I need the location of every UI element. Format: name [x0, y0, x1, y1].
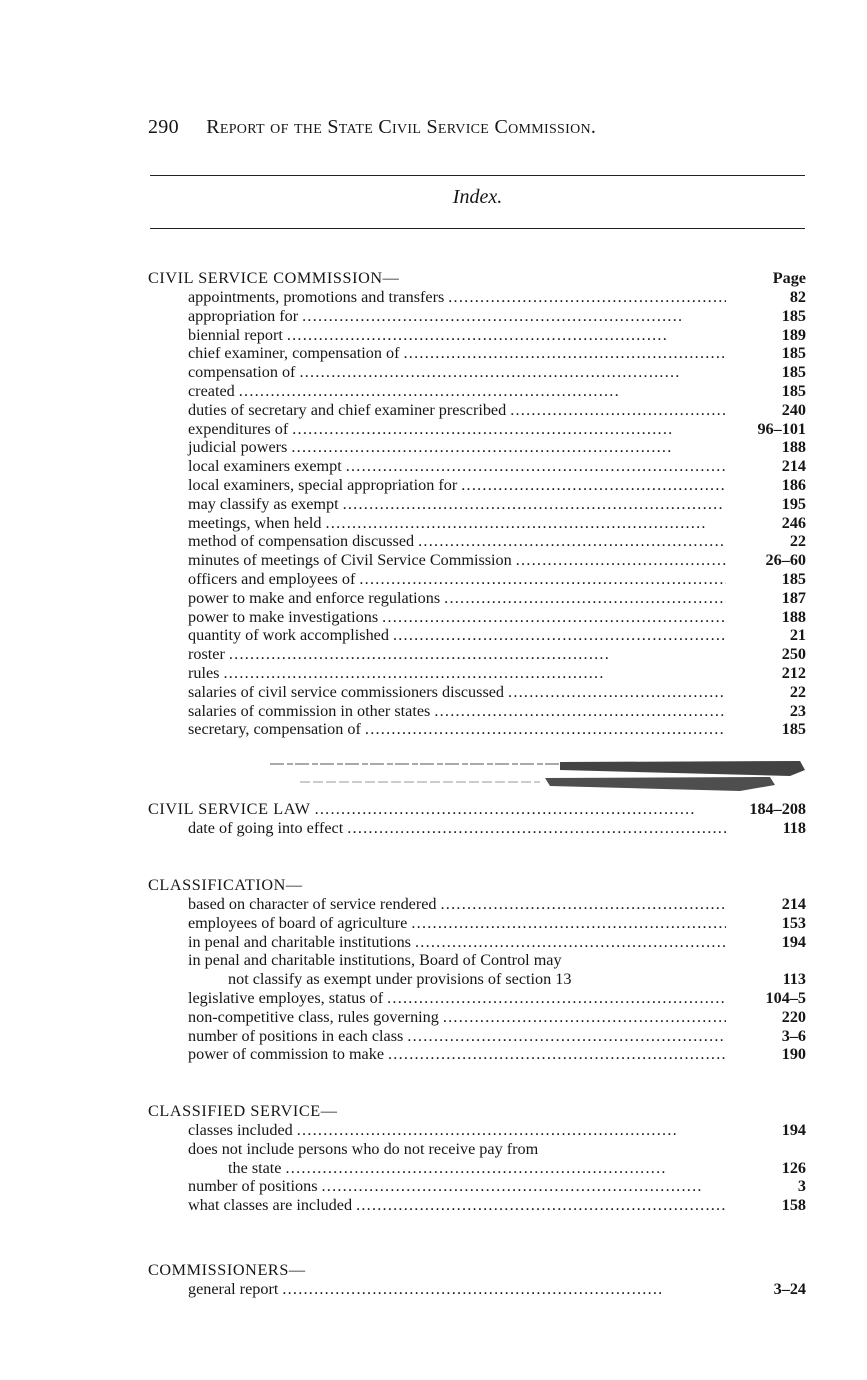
index-entry: based on character of service rendered . . . 214 — [148, 895, 806, 914]
index-entry: method of compensation discussed . . . 22 — [148, 532, 806, 551]
index-entry: judicial powers . . . 188 — [148, 438, 806, 457]
index-entry: officers and employees of . . . 185 — [148, 570, 806, 589]
running-head — [148, 116, 808, 139]
index-section-civil-service-commission — [148, 269, 806, 739]
index-entry: general report . . . 3–24 — [148, 1280, 806, 1299]
index-entry: in penal and charitable institutions, Board of Control may — [188, 951, 562, 970]
index-entry: power to make investigations . . . 188 — [148, 608, 806, 627]
index-entry: quantity of work accomplished . . . 21 — [148, 626, 806, 645]
index-entry: secretary, compensation of . . . 185 — [148, 720, 806, 739]
index-section-civil-service-law — [148, 800, 806, 838]
section-heading-row — [148, 876, 806, 895]
index-entry-continuation: the state . . . 126 — [148, 1159, 806, 1178]
section-heading-row — [148, 1261, 806, 1280]
index-entry: legislative employes, status of . . . 104–5 — [148, 989, 806, 1008]
index-entry: created . . . 185 — [148, 382, 806, 401]
top-rule — [150, 175, 805, 176]
index-entry: what classes are included . . . 158 — [148, 1196, 806, 1215]
index-section-classification — [148, 876, 806, 1064]
index-entry: number of positions . . . 3 — [148, 1177, 806, 1196]
index-entry: appropriation for . . . 185 — [148, 307, 806, 326]
index-entry: duties of secretary and chief examiner prescribed . . . 240 — [148, 401, 806, 420]
section-heading: CLASSIFIED SERVICE— — [148, 1102, 338, 1120]
index-entry: number of positions in each class . . . 3–6 — [148, 1027, 806, 1046]
index-entry: does not include persons who do not receive pay from — [188, 1139, 539, 1158]
section-heading-row — [148, 1102, 806, 1121]
section-heading: CIVIL SERVICE LAW — [148, 800, 311, 818]
section-heading: COMMISSIONERS— — [148, 1261, 306, 1279]
section-heading-row: CIVIL SERVICE LAW . . . 184–208 — [148, 800, 806, 819]
index-section-classified-service — [148, 1102, 806, 1215]
index-entry: biennial report . . . 189 — [148, 326, 806, 345]
scan-smudge — [270, 758, 810, 798]
index-entry: compensation of . . . 185 — [148, 363, 806, 382]
index-entry: in penal and charitable institutions . . . 194 — [148, 933, 806, 952]
index-entry: roster . . . 250 — [148, 645, 806, 664]
index-entry: date of going into effect . . . 118 — [148, 819, 806, 838]
index-title: Index. — [452, 186, 503, 208]
index-entry: local examiners exempt . . . 214 — [148, 457, 806, 476]
page-column-label: Page — [772, 269, 806, 287]
section-heading: CIVIL SERVICE COMMISSION— — [148, 269, 400, 287]
index-entry-continuation: not classify as exempt under provisions of section 13 113 — [228, 970, 806, 989]
index-entry: power of commission to make . . . 190 — [148, 1045, 806, 1064]
bottom-rule — [150, 228, 805, 229]
index-entry: expenditures of . . . 96–101 — [148, 420, 806, 439]
index-entry: salaries of civil service commissioners discussed . . . 22 — [148, 683, 806, 702]
index-entry: local examiners, special appropriation for . . . 186 — [148, 476, 806, 495]
report-title: Report of the State Civil Service Commission. — [206, 116, 597, 138]
index-entry: employees of board of agriculture . . . 153 — [148, 914, 806, 933]
section-heading: CLASSIFICATION— — [148, 876, 303, 894]
index-section-commissioners — [148, 1261, 806, 1299]
index-entry: meetings, when held . . . 246 — [148, 514, 806, 533]
index-entry: minutes of meetings of Civil Service Commission . . . 26–60 — [148, 551, 806, 570]
page-number: 290 — [148, 116, 179, 138]
index-entry: salaries of commission in other states . . . 23 — [148, 702, 806, 721]
index-entry: rules . . . 212 — [148, 664, 806, 683]
index-entry: classes included . . . 194 — [148, 1121, 806, 1140]
index-entry: chief examiner, compensation of . . . 185 — [148, 344, 806, 363]
index-entry: power to make and enforce regulations . . . 187 — [148, 589, 806, 608]
index-entry: may classify as exempt . . . 195 — [148, 495, 806, 514]
section-heading-row — [148, 269, 806, 288]
index-entry: appointments, promotions and transfers . . . 82 — [148, 288, 806, 307]
index-entry: non-competitive class, rules governing . . . 220 — [148, 1008, 806, 1027]
